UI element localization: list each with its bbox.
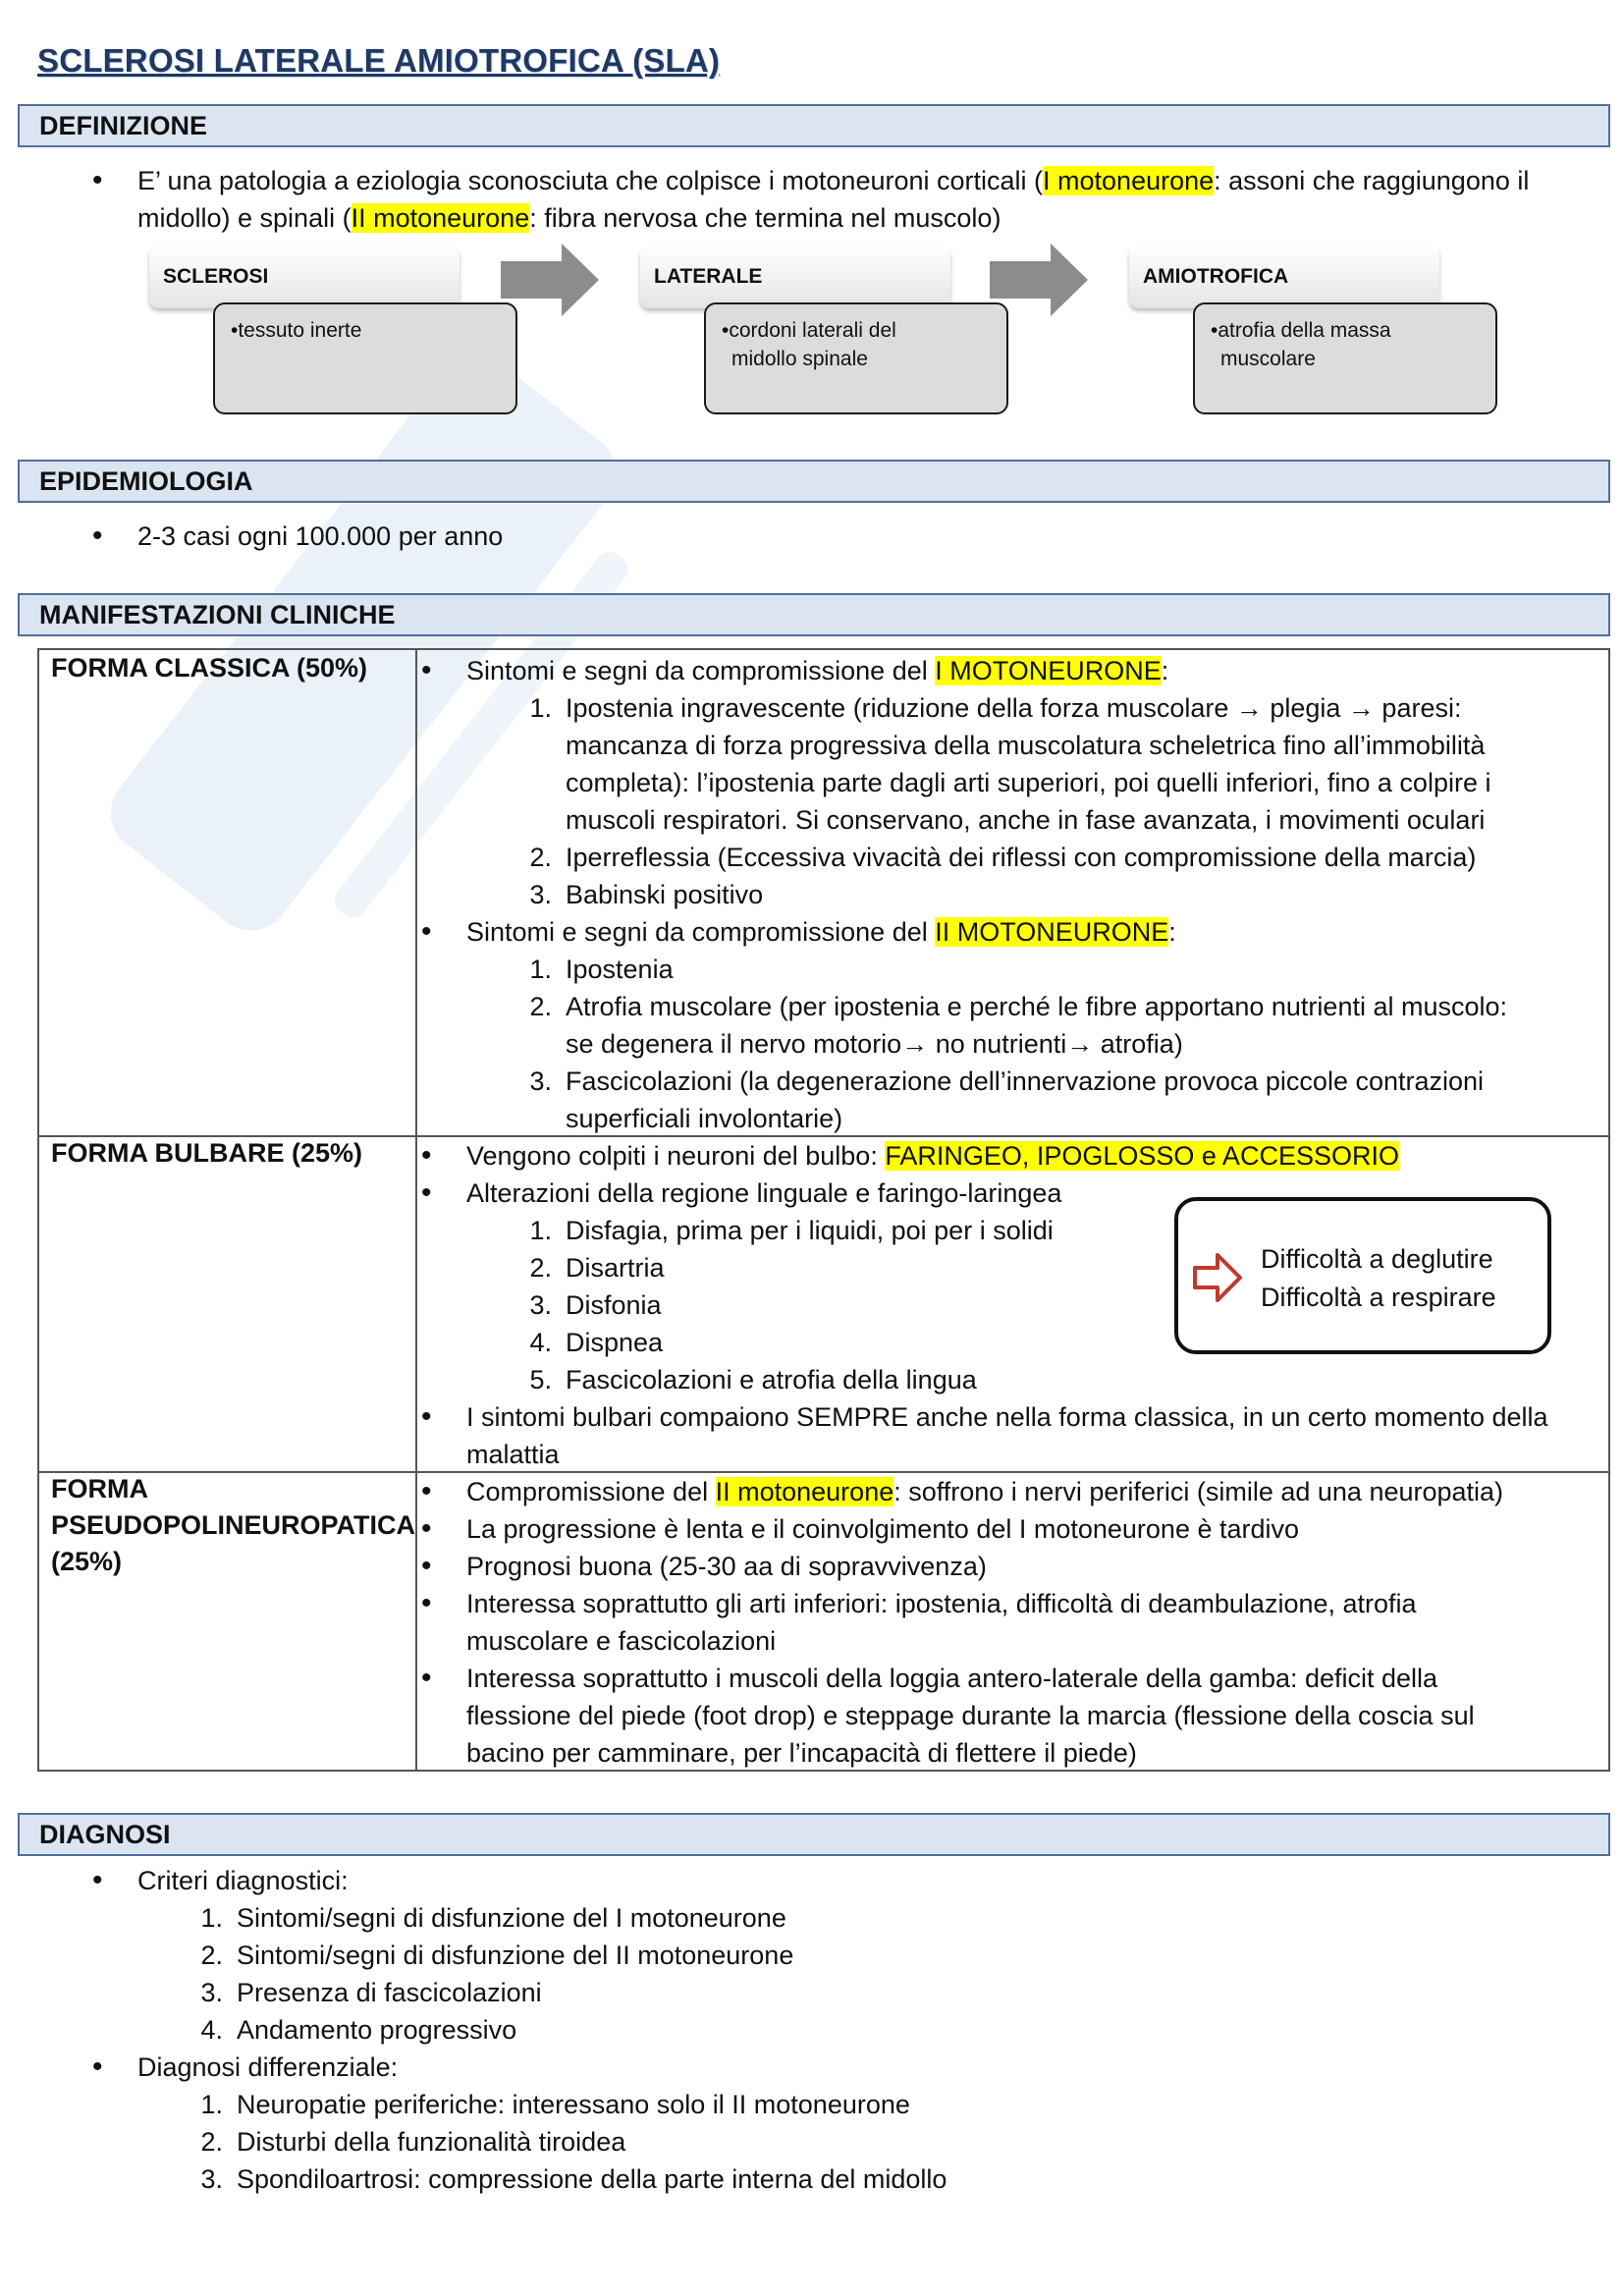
- definition-line-1: • E’ una patologia a eziologia sconosciuta che colpisce i motoneuroni corticali (I motoneurone: assoni che raggiungono il: [137, 162, 1529, 199]
- classica-item-ii-1: 1. Ipostenia: [529, 955, 674, 984]
- process-step-laterale: LATERALE: [640, 246, 950, 308]
- process-step-sclerosi: SCLEROSI: [149, 246, 460, 308]
- diagnosi-diff-label: • Diagnosi differenziale:: [137, 2049, 398, 2086]
- epidemiologia-item: • 2-3 casi ogni 100.000 per anno: [137, 518, 503, 555]
- section-header-definizione: DEFINIZIONE: [18, 104, 1610, 147]
- classica-bullet-1: • Sintomi e segni da compromissione del I MOTONEURONE:: [466, 652, 1168, 689]
- section-header-diagnosi: DIAGNOSI: [18, 1813, 1610, 1856]
- criterio-2: 2. Sintomi/segni di disfunzione del II motoneurone: [200, 1941, 794, 1970]
- bulbare-bullet-2: • Alterazioni della regione linguale e faringo-laringea: [466, 1175, 1061, 1212]
- row-label-classica: FORMA CLASSICA (50%): [51, 653, 368, 683]
- classica-item-3: 3. Babinski positivo: [529, 880, 764, 909]
- process-sub-sclerosi: •tessuto inerte: [213, 302, 517, 414]
- right-arrow-icon: [1192, 1252, 1243, 1303]
- classica-item-ii-3: 3. Fascicolazioni (la degenerazione dell’innervazione provoca piccole contrazioni superficiali involontarie): [529, 1066, 1485, 1133]
- classica-bullet-2: • Sintomi e segni da compromissione del II MOTONEURONE:: [466, 913, 1176, 951]
- page-title: SCLEROSI LATERALE AMIOTROFICA (SLA): [37, 42, 721, 79]
- process-sub-laterale: •cordoni laterali del midollo spinale: [704, 302, 1008, 414]
- callout-box: [1174, 1197, 1551, 1354]
- process-arrow-icon: [501, 244, 599, 316]
- process-sub-amiotrofica: •atrofia della massa muscolare: [1193, 302, 1497, 414]
- diff-1: 1. Neuropatie periferiche: interessano solo il II motoneurone: [200, 2090, 910, 2119]
- bulbare-item-3: 3. Disfonia: [529, 1290, 662, 1320]
- classica-item-2: 2. Iperreflessia (Eccessiva vivacità dei riflessi con compromissione della marcia): [529, 843, 1477, 872]
- callout-line-2: Difficoltà a respirare: [1261, 1283, 1496, 1312]
- section-header-epidemiologia: EPIDEMIOLOGIA: [18, 460, 1610, 503]
- pseudo-bullet-1: • Compromissione del II motoneurone: soffrono i nervi periferici (simile ad una neuropatia): [466, 1473, 1503, 1510]
- definition-line-2: midollo) e spinali (II motoneurone: fibra nervosa che termina nel muscolo): [137, 203, 1001, 233]
- classica-item-ii-2: 2. Atrofia muscolare (per ipostenia e perché le fibre apportano nutrienti al muscolo: se degenera il nervo motorio→ no nutrienti→ atrofia): [529, 992, 1508, 1059]
- classica-item-1: 1. Ipostenia ingravescente (riduzione della forza muscolare → plegia → paresi: mancanza di forza progressiva della muscolatura scheletrica fino all’immobilità completa): l’ipostenia parte dagli arti superiori, poi quelli inferiori, fino a colpire i muscoli respiratori. Si conservano, anche in fase avanzata, i movimenti oculari: [529, 693, 1491, 835]
- criterio-4: 4. Andamento progressivo: [200, 2015, 517, 2045]
- bulbare-bullet-1: • Vengono colpiti i neuroni del bulbo: FARINGEO, IPOGLOSSO e ACCESSORIO: [466, 1137, 1399, 1175]
- row-label-pseudo: FORMA PSEUDOPOLINEUROPATICA (25%): [51, 1474, 416, 1576]
- diff-2: 2. Disturbi della funzionalità tiroidea: [200, 2127, 626, 2157]
- bulbare-bullet-3: • I sintomi bulbari compaiono SEMPRE anche nella forma classica, in un certo momento della malattia: [466, 1398, 1548, 1473]
- row-label-bulbare: FORMA BULBARE (25%): [51, 1138, 362, 1168]
- criterio-1: 1. Sintomi/segni di disfunzione del I motoneurone: [200, 1903, 786, 1933]
- bulbare-item-4: 4. Dispnea: [529, 1328, 664, 1357]
- diff-3: 3. Spondiloartrosi: compressione della parte interna del midollo: [200, 2164, 947, 2194]
- bulbare-item-1: 1. Disfagia, prima per i liquidi, poi per i solidi: [529, 1216, 1054, 1245]
- pseudo-bullet-5: • Interessa soprattutto i muscoli della loggia antero-laterale della gamba: deficit della flessione del piede (foot drop) e steppage durante la marcia (flessione della coscia sul bacino per camminare, per l’incapacità di flettere il piede): [466, 1660, 1475, 1772]
- pseudo-bullet-4: • Interessa soprattutto gli arti inferiori: ipostenia, difficoltà di deambulazione, atrofia muscolare e fascicolazioni: [466, 1585, 1417, 1660]
- section-header-manifestazioni: MANIFESTAZIONI CLINICHE: [18, 593, 1610, 636]
- bulbare-item-5: 5. Fascicolazioni e atrofia della lingua: [529, 1365, 977, 1394]
- pseudo-bullet-3: • Prognosi buona (25-30 aa di sopravvivenza): [466, 1548, 987, 1585]
- process-step-amiotrofica: AMIOTROFICA: [1129, 246, 1439, 308]
- callout-line-1: Difficoltà a deglutire: [1261, 1244, 1493, 1274]
- pseudo-bullet-2: • La progressione è lenta e il coinvolgimento del I motoneurone è tardivo: [466, 1510, 1299, 1548]
- criterio-3: 3. Presenza di fascicolazioni: [200, 1978, 542, 2007]
- bulbare-item-2: 2. Disartria: [529, 1253, 665, 1283]
- diagnosi-criteri-label: • Criteri diagnostici:: [137, 1862, 349, 1899]
